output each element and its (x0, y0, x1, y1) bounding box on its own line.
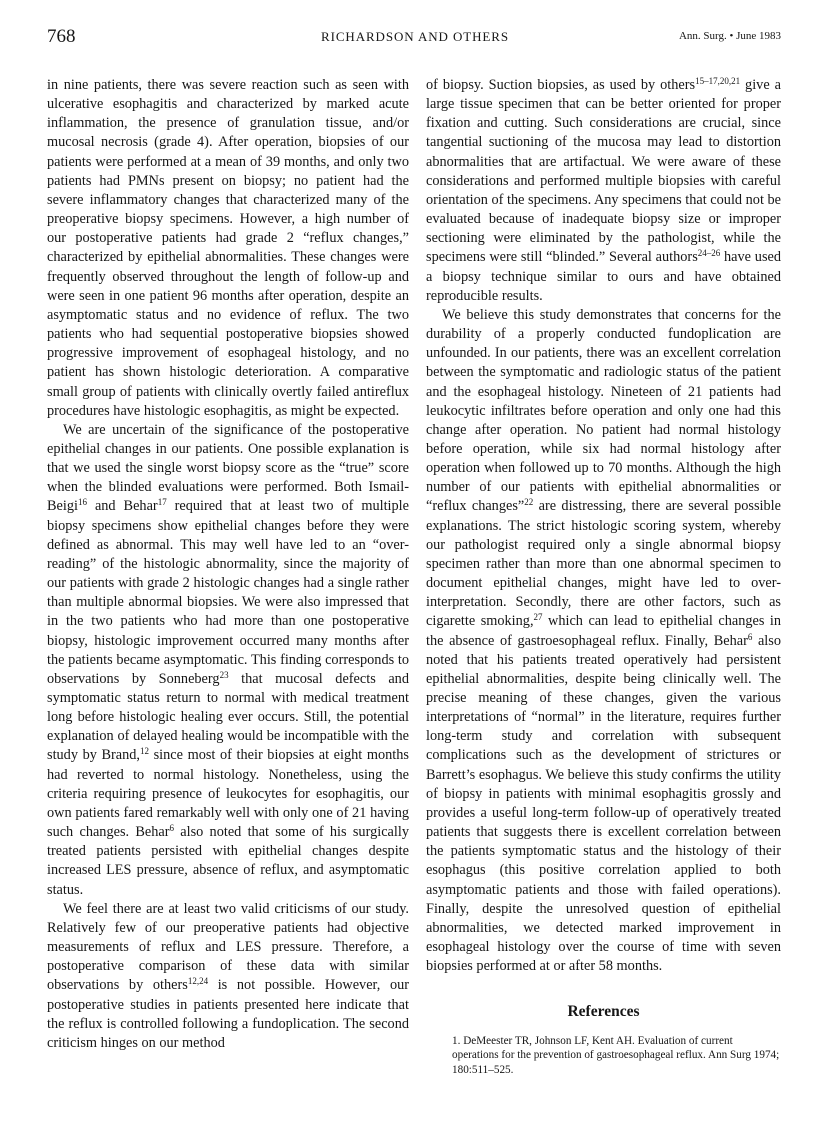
citation-superscript: 27 (533, 612, 543, 623)
reference-item: 1. DeMeester TR, Johnson LF, Kent AH. Evaluation of current operations for the prevention of gastroesophageal reflux. Ann Surg 1974; 180:511–525. (452, 1034, 780, 1076)
journal-citation: Ann. Surg. • June 1983 (678, 30, 781, 42)
left-column (47, 76, 409, 1053)
citation-superscript: 24–26 (697, 248, 721, 259)
paragraph: We feel there are at least two valid criticisms of our study. Relatively few of our preoperative patients had objective measurements of reflux and LES pressure. Therefore, a postoperative comparison of these data with similar observations by others$^{12,24}$ is not possible. However, our postoperative studies in patients presented here indicate that the reflux is controlled following a fundoplication. The second criticism hinges on our method (47, 900, 410, 1051)
paragraph: in nine patients, there was severe reaction such as seen with ulcerative esophagitis and characterized by marked acute inflammation, the presence of granulation tissue, and/or mucosal necrosis (grade 4). After operation, biopsies of our patients were performed at a mean of 39 months, and only two patients had PMNs present on biopsy; no patient had the severe inflammatory changes that characterized many of the preoperative biopsy specimens. However, a high number of our postoperative patients had grade 2 “reflux changes,” characterized by epithelial abnormalities. These changes were frequently observed throughout the length of follow-up and were seen in one patient 96 months after operation, despite an asymptomatic status and no evidence of reflux. The two patients who had sequential postoperative biopsies showed progressive improvement of esophageal histology, and no patient has shown histologic deterioration. A comparative small group of patients with clinically overtly failed antireflux procedures have histologic esophagitis, as might be expected. (47, 77, 409, 419)
citation-superscript: 23 (219, 669, 229, 680)
paragraph: We believe this study demonstrates that concerns for the durability of a properly conducted fundoplication are unfounded. In our patients, there was an excellent correlation between the symptomatic and radiologic status of the patient and the esophageal histology. Nineteen of 21 patients had leukocytic infiltrates before operation and only one had this change after operation. No patient had normal histology before operation, while six had normal histology after operation when followed up to 70 months. Although the high number of our patients with epithelial abnormalities or “reflux changes”$^{22}$ are distressing, there are several possible explanations. The strict histologic scoring system, whereby our pathologist required only a single abnormal biopsy specimen rather than more than one abnormal specimen to document epithelial changes, might have led to over-interpretation. Secondly, there are other factors, such as cigarette smoking,$^{27}$ which can lead to epithelial changes in the absence of gastroesophageal reflux. Finally, Behar$^6$ also noted that his patients treated operatively had persistent epithelial abnormalities, despite being clinically well. The precise meaning of these changes, given the various interpretations of “normal” in the literature, requires further long-term study and correlation with subsequent complications such as the development of strictures or Barrett’s esophagus. We believe this study confirms the utility of biopsy in patients with minimal esophagitis grossly and provides a useful long-term follow-up of operatively treated patients that suggests there is excellent correlation between the patients symptomatic status and the histology of their esophagus (this positive correlation applied to both asymptomatic patients and those with failed operations). Finally, despite the unresolved question of epithelial abnormalities, we detected marked improvement in esophageal histology over the course of time with seven biopsies performed at or after 58 months. (426, 306, 782, 975)
page-number: 768 (47, 26, 76, 47)
citation-superscript: 6 (747, 631, 753, 642)
citation-superscript: 16 (77, 497, 87, 508)
paragraph: of biopsy. Suction biopsies, as used by others$^{15-17,20,21}$ give a large tissue specimen that can be better oriented for proper fixation and cutting. Such considerations are crucial, since tangential suctioning of the mucosa may lead to distortion abnormalities that are artifactual. We were aware of these considerations and performed multiple biopsies with careful orientation of the specimens. Any specimens that could not be evaluated because of inadequate biopsy size or improper sectioning were eliminated by the pathologist, while the specimens were still “blinded.” Several authors$^{24-26}$ have used a biopsy technique similar to ours and have obtained reproducible results. (426, 76, 782, 304)
citation-superscript: 15–17,20,21 (695, 76, 741, 86)
references-heading: References (567, 1003, 640, 1021)
citation-superscript: 17 (157, 497, 167, 508)
running-header (47, 26, 783, 56)
citation-superscript: 12 (140, 746, 149, 757)
citation-superscript: 22 (524, 497, 534, 508)
paragraph: We are uncertain of the significance of the postoperative epithelial changes in our patients. One possible explanation is that we used the single worst biopsy score as the “true” score when the blinded evaluations were performed. Both Ismail-Beigi$^{16}$ and Behar$^{17}$ required that at least two of multiple biopsy specimens show epithelial changes before they were defined as abnormal. This may well have led to an “over-reading” of the histologic abnormality, since the majority of our patients with grade 2 histologic changes had a single rather than multiple abnormal biopsies. We were also impressed that in the two patients who had more than one postoperative biopsy, histologic improvement occurred many months after the patients became asymptomatic. This finding corresponds to observations by Sonneberg$^{23}$ that mucosal defects and symptomatic status return to normal with medical treatment long before histologic healing ever occurs. Still, the potential explanation of delayed healing would be incompatible with the study by Brand,$^{12}$ since most of their biopsies at eight months had reverted to normal histology. Nonetheless, using the criteria requiring presence of leukocytes for esophagitis, our own patients fared remarkably well with only one of 21 having such changes. Behar$^6$ also noted that some of his surgically treated patients persisted with epithelial changes despite increased LES pressure, absence of reflux, and asymptomatic status. (47, 421, 409, 898)
right-column (426, 76, 781, 1077)
citation-superscript: 12,24 (187, 976, 209, 987)
citation-superscript: 6 (169, 823, 174, 834)
running-title: RICHARDSON AND OTHERS (321, 29, 509, 44)
